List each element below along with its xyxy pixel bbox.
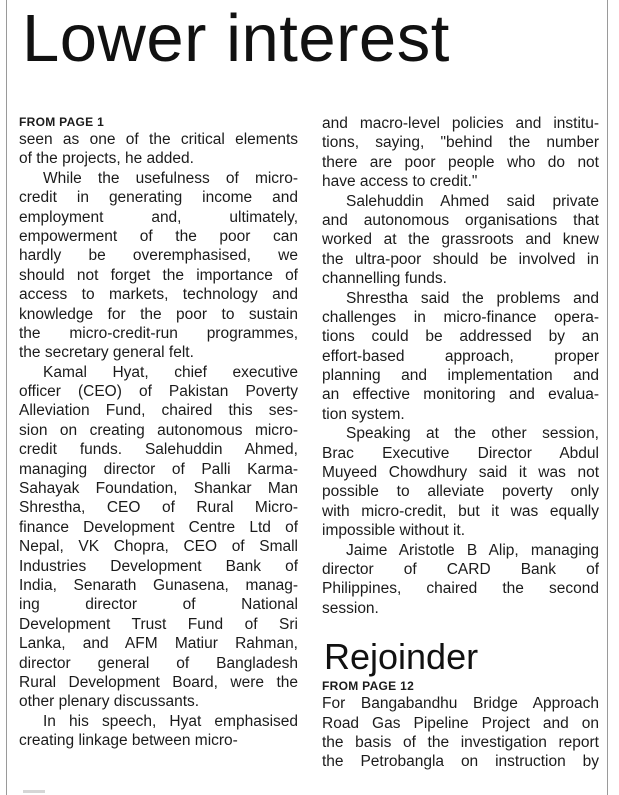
text-line: director of CARD Bank of <box>322 560 599 578</box>
text-line: Muyeed Chowdhury said it was not <box>322 464 599 482</box>
text-line: finance Development Centre Ltd of <box>19 518 298 536</box>
text-line: tions, saying, "behind the number <box>322 134 599 152</box>
text-line: and macro-level policies and institu- <box>322 115 599 132</box>
text-line: worked at the grassroots and knew <box>322 231 599 249</box>
article-headline: Lower interest <box>22 1 450 76</box>
text-line: have access to credit." <box>322 173 478 191</box>
text-line: the secretary general felt. <box>19 344 194 362</box>
paragraph <box>322 114 599 192</box>
rejoinder-kicker: FROM PAGE 12 <box>322 679 415 694</box>
text-line: creating linkage between micro- <box>19 732 238 750</box>
text-line: In his speech, Hyat emphasised <box>43 712 298 730</box>
text-line: credit in generating income and <box>19 189 298 207</box>
text-line: session. <box>322 599 379 617</box>
text-line: managing director of Palli Karma- <box>19 460 298 478</box>
column-rule-right <box>607 0 608 795</box>
text-line: Road Gas Pipeline Project and on <box>322 714 599 732</box>
text-line: planning and implementation and <box>322 367 599 385</box>
text-line: of the projects, he added. <box>19 150 194 168</box>
text-line: Brac Executive Director Abdul <box>322 444 599 462</box>
text-line: impossible without it. <box>322 522 466 540</box>
text-line: access to markets, technology and <box>19 286 298 304</box>
text-line: seen as one of the critical elements <box>19 131 298 148</box>
text-line: and autonomous organisations that <box>322 211 599 229</box>
text-line: empowerment of the poor can <box>19 227 298 245</box>
text-line: with micro-credit, but it was equally <box>322 502 599 520</box>
text-line: sion on creating autonomous micro- <box>19 421 298 439</box>
right-column-body <box>322 114 599 618</box>
text-line: Shrestha said the problems and <box>346 289 599 307</box>
text-line: effort-based approach, proper <box>322 347 599 365</box>
page-fragment-mark <box>19 786 59 795</box>
text-line: knowledge for the poor to sustain <box>19 305 298 323</box>
rejoinder-headline: Rejoinder <box>324 636 479 678</box>
text-line: tions could be addressed by an <box>322 328 599 346</box>
from-page-kicker: FROM PAGE 1 <box>19 115 105 129</box>
text-line: Kamal Hyat, chief executive <box>43 363 298 381</box>
text-line: should not forget the importance of <box>19 266 298 284</box>
text-line: While the usefulness of micro- <box>43 169 298 187</box>
text-line: For Bangabandhu Bridge Approach <box>322 695 599 713</box>
text-line: Speaking at the other session, <box>346 425 599 443</box>
text-line: ing director of National <box>19 596 298 614</box>
text-line: India, Senarath Gunasena, manag- <box>19 576 298 594</box>
text-line: hardly be overemphasised, we <box>19 247 298 265</box>
paragraph <box>19 130 298 169</box>
text-line: Rural Development Board, were the <box>19 673 298 691</box>
text-line: the micro-credit-run programmes, <box>19 324 298 342</box>
text-line: Alleviation Fund, chaired this ses- <box>19 402 298 420</box>
text-line: the basis of the investigation report <box>322 733 599 751</box>
text-line: the ultra-poor should be involved in <box>322 250 599 268</box>
paragraph <box>322 541 599 619</box>
text-line: there are poor people who do not <box>322 153 599 171</box>
paragraph <box>322 192 599 289</box>
rejoinder-body <box>322 694 599 772</box>
text-line: Development Trust Fund of Sri <box>19 615 298 633</box>
right-column <box>322 114 599 772</box>
text-line: Sahayak Foundation, Shankar Man <box>19 480 298 498</box>
left-column <box>19 114 298 751</box>
text-line: Jaime Aristotle B Alip, managing <box>346 541 599 559</box>
text-line: challenges in micro-finance opera- <box>322 308 599 326</box>
paragraph <box>19 363 298 712</box>
column-rule-left <box>6 0 7 795</box>
text-line: Industries Development Bank of <box>19 557 298 575</box>
text-line: employment and, ultimately, <box>19 208 298 226</box>
text-line: Salehuddin Ahmed said private <box>346 192 599 210</box>
left-column-body <box>19 130 298 751</box>
text-line: Lanka, and AFM Matiur Rahman, <box>19 635 298 653</box>
paragraph <box>19 712 298 751</box>
text-line: channelling funds. <box>322 270 447 288</box>
text-line: other plenary discussants. <box>19 693 200 711</box>
text-line: Philippines, chaired the second <box>322 580 599 598</box>
text-line: possible to alleviate poverty only <box>322 483 599 501</box>
paragraph <box>322 424 599 540</box>
paragraph <box>322 289 599 425</box>
paragraph <box>19 169 298 363</box>
text-line: Shrestha, CEO of Rural Micro- <box>19 499 298 517</box>
text-line: Nepal, VK Chopra, CEO of Small <box>19 538 298 556</box>
text-line: tion system. <box>322 405 405 423</box>
text-line: the Petrobangla on instruction by <box>322 753 599 771</box>
text-line: credit funds. Salehuddin Ahmed, <box>19 441 298 459</box>
text-line: director general of Bangladesh <box>19 654 298 672</box>
text-line: an effective monitoring and evalua- <box>322 386 599 404</box>
text-line: officer (CEO) of Pakistan Poverty <box>19 383 298 401</box>
